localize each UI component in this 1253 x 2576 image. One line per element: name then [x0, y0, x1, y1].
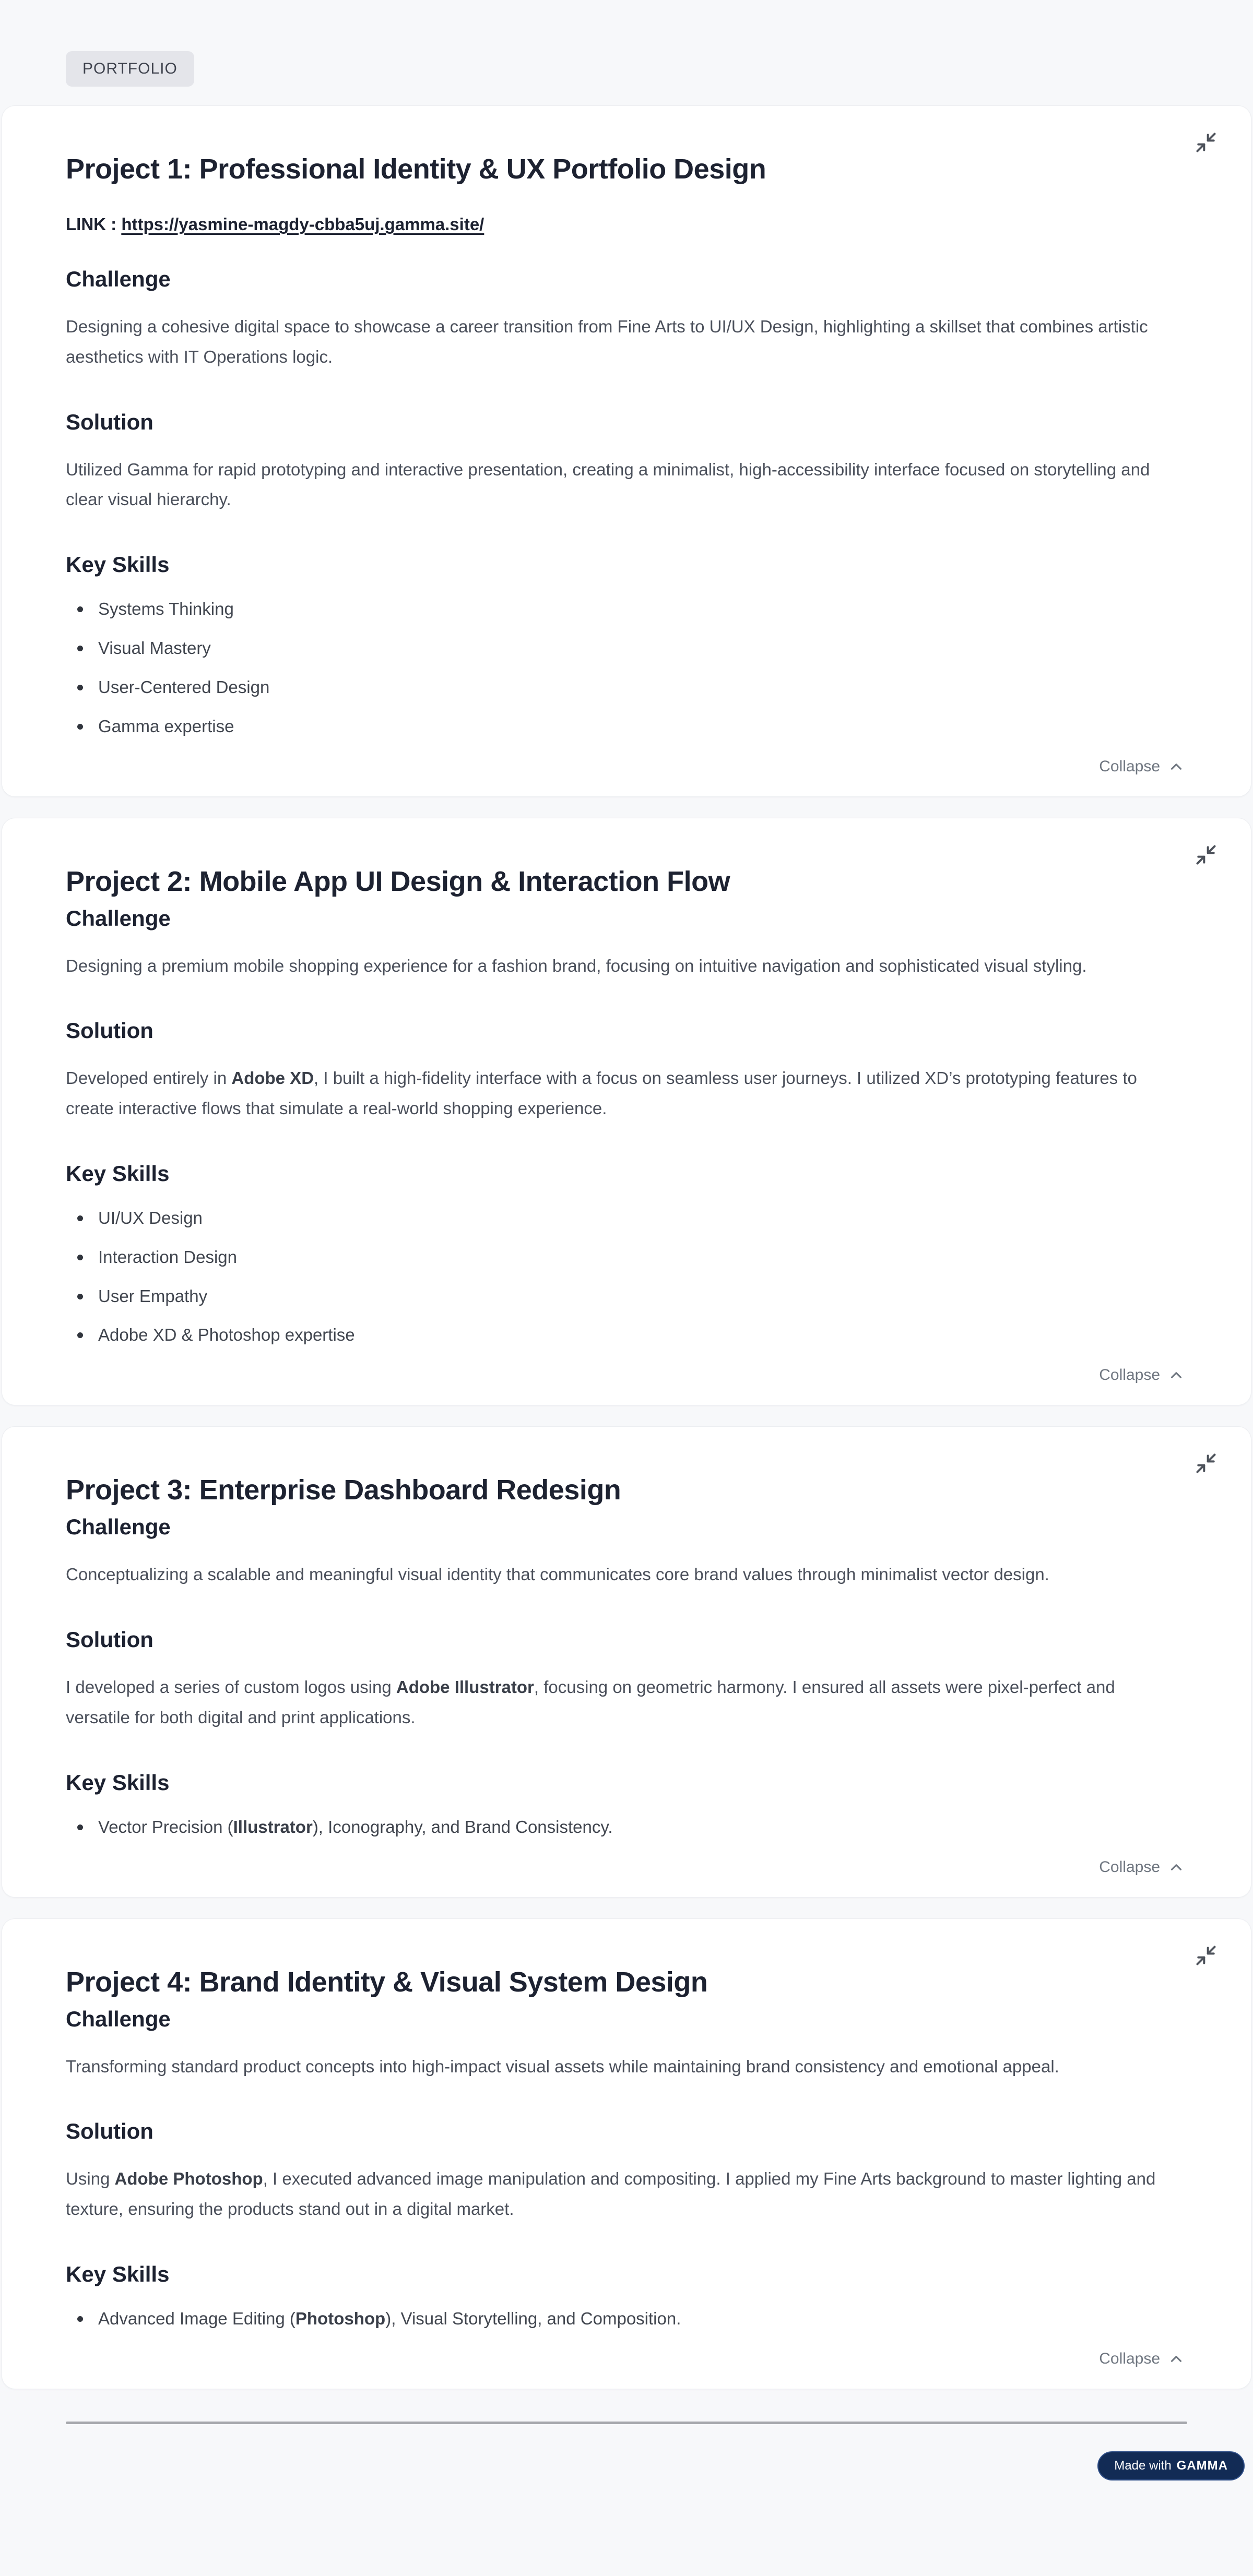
skill-item: Interaction Design	[66, 1246, 1187, 1269]
section-heading: Solution	[66, 1018, 153, 1043]
section-heading: Challenge	[66, 2006, 171, 2031]
skill-list	[66, 1207, 1187, 1347]
collapse-label: Collapse	[1099, 1366, 1160, 1384]
collapse-label: Collapse	[1099, 757, 1160, 775]
chevron-up-icon	[1167, 1858, 1185, 1876]
section-heading: Challenge	[66, 267, 171, 291]
project-link-line	[66, 214, 1187, 234]
section-paragraph: Utilized Gamma for rapid prototyping and interactive presentation, creating a minimalist, high-accessibility interface focused on storytelling and clear visual hierarchy.	[66, 459, 1150, 509]
skill-item: Visual Mastery	[66, 637, 1187, 660]
project-card	[2, 1918, 1251, 2389]
section-heading: Solution	[66, 409, 153, 434]
project-title: Project 4: Brand Identity & Visual System Design	[66, 1966, 708, 1998]
cards-container	[0, 105, 1253, 2389]
portfolio-badge: PORTFOLIO	[66, 51, 194, 87]
collapse-row	[66, 2347, 1187, 2371]
skill-item: UI/UX Design	[66, 1207, 1187, 1230]
section-paragraph: Designing a cohesive digital space to showcase a career transition from Fine Arts to UI/UX Design, highlighting a skillset that combines artistic aesthetics with IT Operations logic.	[66, 317, 1148, 366]
project-card	[2, 818, 1251, 1406]
collapse-button[interactable]	[1097, 755, 1187, 779]
chevron-up-icon	[1167, 1366, 1185, 1384]
page-header	[0, 0, 1253, 105]
skill-item: Vector Precision (Illustrator), Iconography, and Brand Consistency.	[66, 1816, 1187, 1839]
section-paragraph: Conceptualizing a scalable and meaningful visual identity that communicates core brand values through minimalist vector design.	[66, 1565, 1049, 1584]
chevron-up-icon	[1167, 758, 1185, 776]
project-title: Project 3: Enterprise Dashboard Redesign	[66, 1474, 621, 1506]
project-title: Project 1: Professional Identity & UX Portfolio Design	[66, 153, 766, 185]
section-paragraph: Using Adobe Photoshop, I executed advanced image manipulation and compositing. I applied my Fine Arts background to master lighting and texture, ensuring the products stand out in a digital market.	[66, 2169, 1156, 2219]
skill-list	[66, 1816, 1187, 1839]
section-heading: Key Skills	[66, 2261, 170, 2286]
section-heading: Challenge	[66, 905, 171, 931]
card-body	[66, 267, 1187, 738]
project-title: Project 2: Mobile App UI Design & Interaction Flow	[66, 865, 730, 897]
card-body	[66, 1514, 1187, 1838]
skill-item: Gamma expertise	[66, 715, 1187, 738]
collapse-button[interactable]	[1097, 1855, 1187, 1879]
skill-list	[66, 598, 1187, 738]
section-paragraph: Transforming standard product concepts into high-impact visual assets while maintaining brand consistency and emotional appeal.	[66, 2056, 1059, 2076]
footer	[0, 2424, 1253, 2489]
skill-item: User-Centered Design	[66, 676, 1187, 699]
collapse-diagonal-icon[interactable]	[1192, 1450, 1220, 1477]
skill-item: Advanced Image Editing (Photoshop), Visual Storytelling, and Composition.	[66, 2308, 1187, 2330]
collapse-row	[66, 1363, 1187, 1387]
made-with-label: Made with	[1114, 2458, 1172, 2473]
made-with-gamma-badge[interactable]	[1097, 2451, 1245, 2480]
section-heading: Key Skills	[66, 552, 170, 577]
collapse-diagonal-icon[interactable]	[1192, 1942, 1220, 1969]
collapse-label: Collapse	[1099, 2350, 1160, 2367]
collapse-diagonal-icon[interactable]	[1192, 129, 1220, 156]
section-heading: Key Skills	[66, 1770, 170, 1795]
gamma-brand-label: GAMMA	[1176, 2458, 1228, 2473]
project-link[interactable]: https://yasmine-magdy-cbba5uj.gamma.site/	[121, 214, 484, 234]
skill-item: Systems Thinking	[66, 598, 1187, 621]
card-body	[66, 2007, 1187, 2330]
collapse-button[interactable]	[1097, 1363, 1187, 1387]
chevron-up-icon	[1167, 2350, 1185, 2368]
skill-item: User Empathy	[66, 1285, 1187, 1308]
card-body	[66, 906, 1187, 1347]
project-card	[2, 105, 1251, 797]
section-paragraph: I developed a series of custom logos using Adobe Illustrator, focusing on geometric harmony. I ensured all assets were pixel-perfect and versatile for both digital and print applications.	[66, 1677, 1115, 1727]
section-heading: Key Skills	[66, 1161, 170, 1186]
link-label: LINK :	[66, 214, 122, 234]
collapse-row	[66, 755, 1187, 779]
section-heading: Challenge	[66, 1514, 171, 1540]
section-paragraph: Developed entirely in Adobe XD, I built a high-fidelity interface with a focus on seamless user journeys. I utilized XD’s prototyping features to create interactive flows that simulate a real-world shopping experience.	[66, 1068, 1137, 1118]
project-card	[2, 1426, 1251, 1897]
section-heading: Solution	[66, 1627, 153, 1652]
section-paragraph: Designing a premium mobile shopping experience for a fashion brand, focusing on intuitive navigation and sophisticated visual styling.	[66, 956, 1087, 975]
collapse-row	[66, 1855, 1187, 1879]
section-heading: Solution	[66, 2119, 153, 2144]
skill-item: Adobe XD & Photoshop expertise	[66, 1324, 1187, 1346]
collapse-label: Collapse	[1099, 1858, 1160, 1876]
collapse-diagonal-icon[interactable]	[1192, 841, 1220, 868]
collapse-button[interactable]	[1097, 2347, 1187, 2371]
skill-list	[66, 2308, 1187, 2330]
